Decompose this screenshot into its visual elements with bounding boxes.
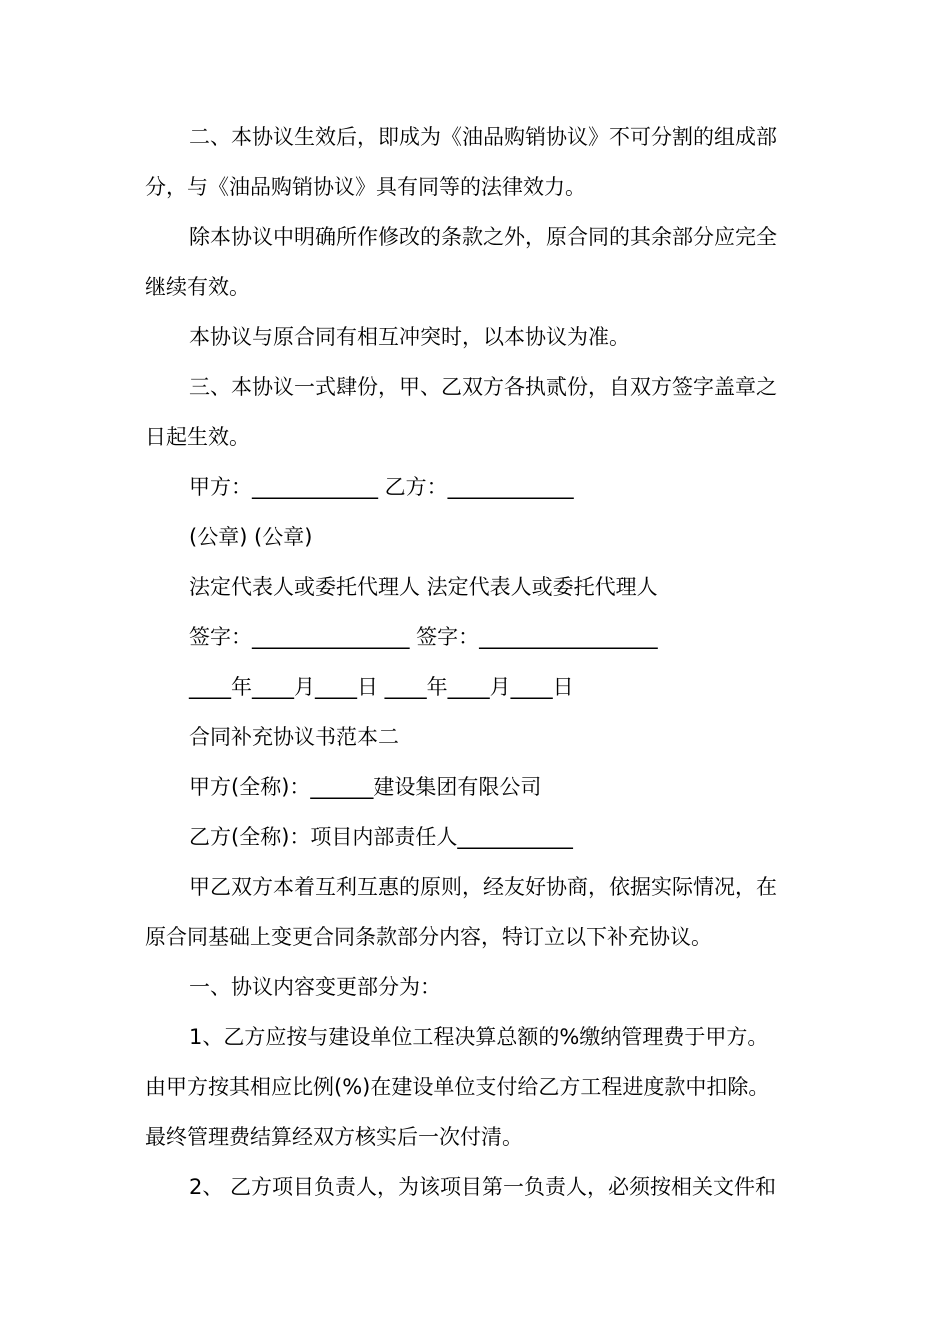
- signature-line: [145, 612, 810, 662]
- clause-heading: [145, 962, 810, 1012]
- document-body: [145, 112, 810, 1212]
- paragraph-4: [145, 362, 810, 462]
- text-line: 本协议与原合同有相互冲突时，以本协议为准。: [189, 325, 630, 349]
- clause-1: [145, 1012, 810, 1162]
- text-line: 除本协议中明确所作修改的条款之外，原合同的其余部分应完全: [189, 225, 777, 249]
- text-line: 合同补充协议书范本二: [189, 725, 399, 749]
- text-line: 最终管理费结算经双方核实后一次付清。: [145, 1125, 523, 1149]
- text-line: 三、本协议一式肆份，甲、乙双方各执贰份，自双方签字盖章之: [189, 375, 777, 399]
- paragraph-1: [145, 112, 810, 212]
- text-line: 签字：_______________ 签字：_________________: [189, 625, 658, 649]
- text-line: 由甲方按其相应比例(%)在建设单位支付给乙方工程进度款中扣除。: [145, 1075, 770, 1099]
- text-line: 甲乙双方本着互利互惠的原则，经友好协商，依据实际情况，在: [189, 875, 777, 899]
- text-line: 一、协议内容变更部分为：: [189, 975, 441, 999]
- text-line: (公章) (公章): [189, 525, 313, 549]
- text-line: 甲方(全称)：______建设集团有限公司: [189, 775, 542, 799]
- text-line: ____年____月____日 ____年____月____日: [189, 675, 574, 699]
- date-line: [145, 662, 810, 712]
- representative-line: [145, 562, 810, 612]
- text-line: 法定代表人或委托代理人 法定代表人或委托代理人: [189, 575, 658, 599]
- text-line: 乙方(全称)：项目内部责任人___________: [189, 825, 573, 849]
- text-line: 1、乙方应按与建设单位工程决算总额的%缴纳管理费于甲方。: [189, 1025, 769, 1049]
- paragraph-intro: [145, 862, 810, 962]
- text-line: 二、本协议生效后，即成为《油品购销协议》不可分割的组成部: [189, 125, 777, 149]
- text-line: 继续有效。: [145, 275, 250, 299]
- text-line: 分，与《油品购销协议》具有同等的法律效力。: [145, 175, 586, 199]
- party-b-name: [145, 812, 810, 862]
- text-line: 甲方：____________ 乙方：____________: [189, 475, 574, 499]
- clause-2: [145, 1162, 810, 1212]
- section-title: [145, 712, 810, 762]
- signature-party-line: [145, 462, 810, 512]
- text-line: 原合同基础上变更合同条款部分内容，特订立以下补充协议。: [145, 925, 712, 949]
- text-line: 日起生效。: [145, 425, 250, 449]
- paragraph-3: [145, 312, 810, 362]
- paragraph-2: [145, 212, 810, 312]
- seal-line: [145, 512, 810, 562]
- text-line: 2、 乙方项目负责人，为该项目第一负责人，必须按相关文件和: [189, 1175, 777, 1199]
- party-a-name: [145, 762, 810, 812]
